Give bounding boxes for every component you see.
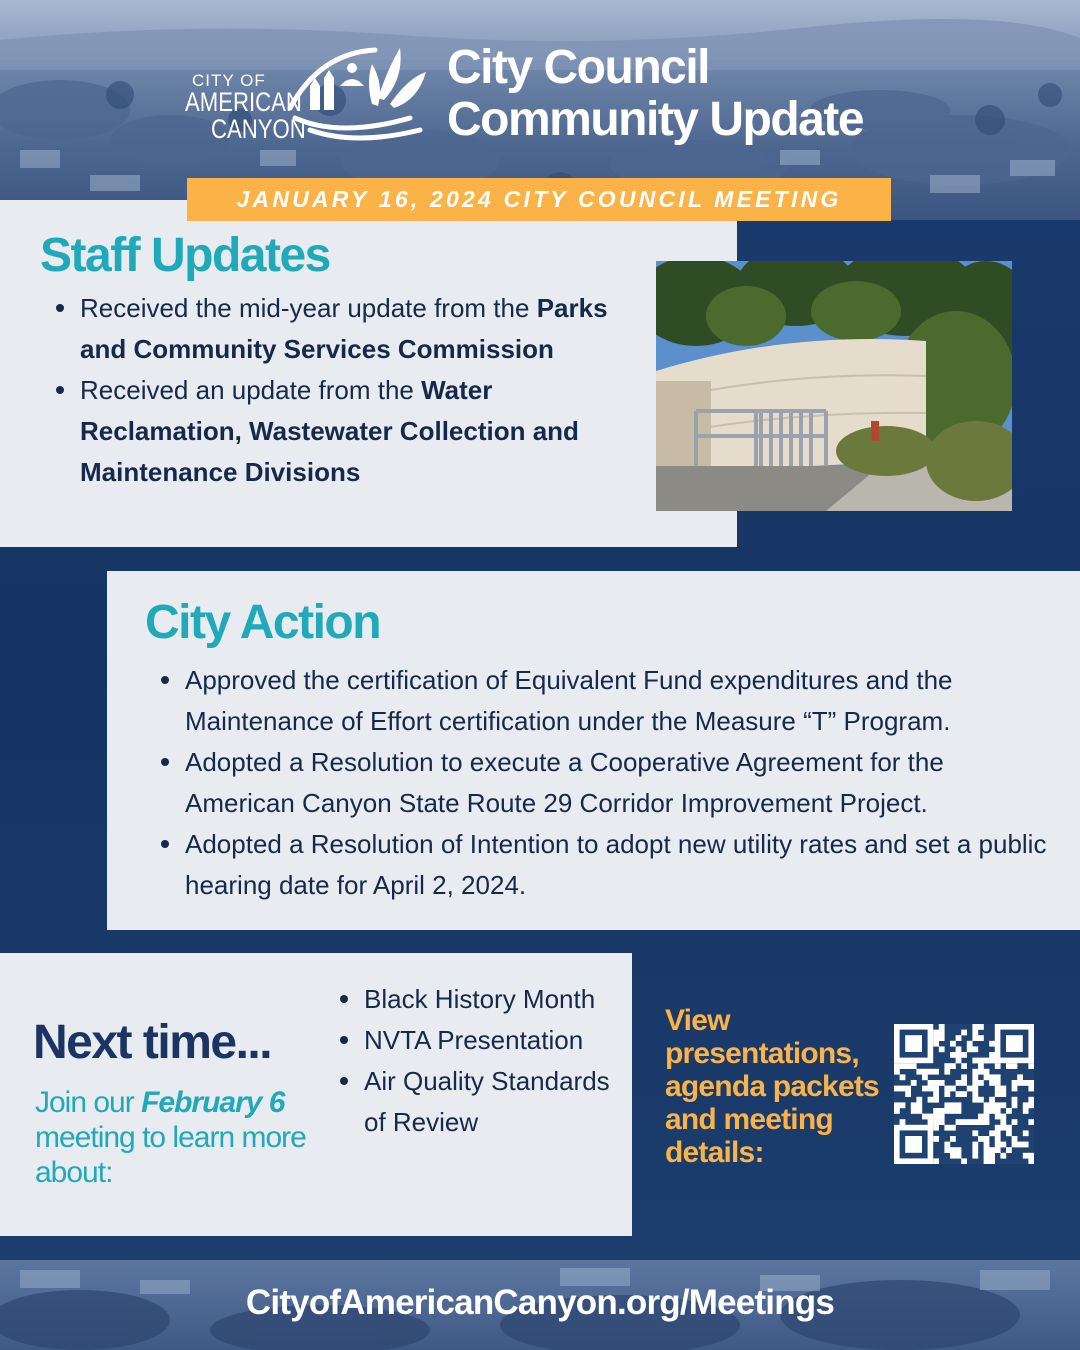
logo-city-of: CITY OF [192,71,266,90]
view-details-callout: View presentations, agenda packets and meeting details: [665,1004,879,1169]
staff-updates-heading: Staff Updates [40,229,330,282]
city-action-heading: City Action [145,596,381,649]
list-item: Adopted a Resolution of Intention to adopt new utility rates and set a public hearing date for April 2, 2024. [159,824,1049,906]
city-emblem-icon [280,38,430,148]
logo-american: AMERICAN [185,87,302,117]
staff-updates-panel [0,200,737,547]
list-item: Adopted a Resolution to execute a Cooperative Agreement for the American Canyon State Route 29 Corridor Improvement Project. [159,742,1049,824]
list-item: NVTA Presentation [338,1020,618,1061]
next-meeting-invite [35,1085,335,1190]
city-logo [185,38,435,153]
next-meeting-date: February 6 [141,1086,285,1119]
next-meeting-panel [0,953,632,1236]
item-bold-text: Parks and Community Services Commission [80,293,608,364]
meeting-date-banner: JANUARY 16, 2024 CITY COUNCIL MEETING [187,178,891,221]
item-bold-text: Water Reclamation, Wastewater Collection and Maintenance Divisions [80,375,579,487]
list-item [54,288,614,370]
qr-code-icon[interactable] [894,1024,1034,1164]
title-line-1: City Council [447,41,710,94]
list-item: Air Quality Standards of Review [338,1061,618,1143]
list-item: Approved the certification of Equivalent Fund expenditures and the Maintenance of Effort certification under the Measure “T” Program. [159,660,1049,742]
logo-canyon: CANYON [211,114,306,144]
title-line-2: Community Update [447,93,864,146]
page-title [447,42,863,146]
invite-prefix: Join our [35,1086,142,1119]
city-action-list [159,660,1049,906]
water-tank-photo [656,261,1012,511]
list-item: Black History Month [338,979,618,1020]
staff-updates-list [54,288,614,493]
item-text: Received the mid-year update from the [80,293,537,323]
list-item [54,370,614,493]
next-time-heading: Next time... [33,1016,272,1069]
next-topics-list [338,979,618,1143]
item-text: Received an update from the [80,375,422,405]
meetings-url-link[interactable]: CityofAmericanCanyon.org/Meetings [245,1283,835,1322]
invite-suffix: meeting to learn more about: [35,1121,306,1189]
city-action-panel [107,571,1080,930]
